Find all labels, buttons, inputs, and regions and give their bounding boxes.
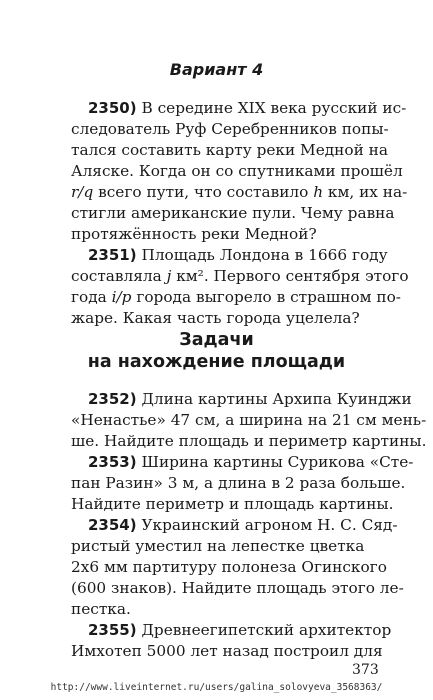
problem-number: 2351) [88,246,137,264]
problem-2352-line-2: «Ненастье» 47 см, а ширина на 21 см мень- [71,411,427,429]
footer-url: http://www.liveinternet.ru/users/galina_solovyeva_3568363/ [50,682,383,693]
problem-2355-line-1 [88,620,391,640]
problem-2354-line-3: 2х6 мм партитуру полонеза Огинского [71,558,387,576]
problem-2350-line-5: r/q всего пути, что составило h км, их на- [71,183,408,201]
problem-2351-line-3: года i/p города выгорело в страшном по- [71,288,401,306]
problem-text: В середине XIX века русский ис- [141,99,407,117]
problem-number: 2354) [88,516,137,534]
problem-2354-line-5: пестка. [71,600,131,618]
problem-2350-line-2: следователь Руф Серебренников попы- [71,120,389,138]
variant-title: Вариант 4 [169,60,264,79]
problem-text: Площадь Лондона в 1666 году [141,246,388,264]
problem-2350-line-7: протяжённость реки Медной? [71,225,317,243]
problem-2350-line-1 [88,98,406,118]
problem-2352-line-1 [88,389,412,409]
problem-2353-line-3: Найдите периметр и площадь картины. [71,495,394,513]
problem-2353-line-2: пан Разин» 3 м, а длина в 2 раза больше. [71,474,406,492]
problem-2351-line-1 [88,245,388,265]
problem-2350-line-3: тался составить карту реки Медной на [71,141,388,159]
problem-2354-line-2: ристый уместил на лепестке цветка [71,537,365,555]
problem-2351-line-4: жаре. Какая часть города уцелела? [71,309,360,327]
problem-text: Длина картины Архипа Куинджи [141,390,412,408]
problem-2355-line-2: Имхотеп 5000 лет назад построил для [71,642,383,660]
problem-number: 2355) [88,621,137,639]
problem-number: 2352) [88,390,137,408]
problem-2354-line-1 [88,515,398,535]
page-number: 373 [352,662,379,678]
problem-text: Ширина картины Сурикова «Сте- [141,453,414,471]
problem-2352-line-3: ше. Найдите площадь и периметр картины. [71,432,427,450]
problem-number: 2350) [88,99,137,117]
problem-2354-line-4: (600 знаков). Найдите площадь этого ле- [71,579,404,597]
problem-text: Древнеегипетский архитектор [141,621,392,639]
problem-2350-line-6: стигли американские пули. Чему равна [71,204,395,222]
section-heading-line-2: на нахождение площади [87,352,346,372]
problem-text: Украинский агроном Н. С. Сяд- [141,516,398,534]
problem-2350-line-4: Аляске. Когда он со спутниками прошёл [71,162,403,180]
problem-2351-line-2: составляла j км². Первого сентября этого [71,267,409,285]
section-heading-line-1: Задачи [179,330,254,350]
problem-number: 2353) [88,453,137,471]
problem-2353-line-1 [88,452,413,472]
